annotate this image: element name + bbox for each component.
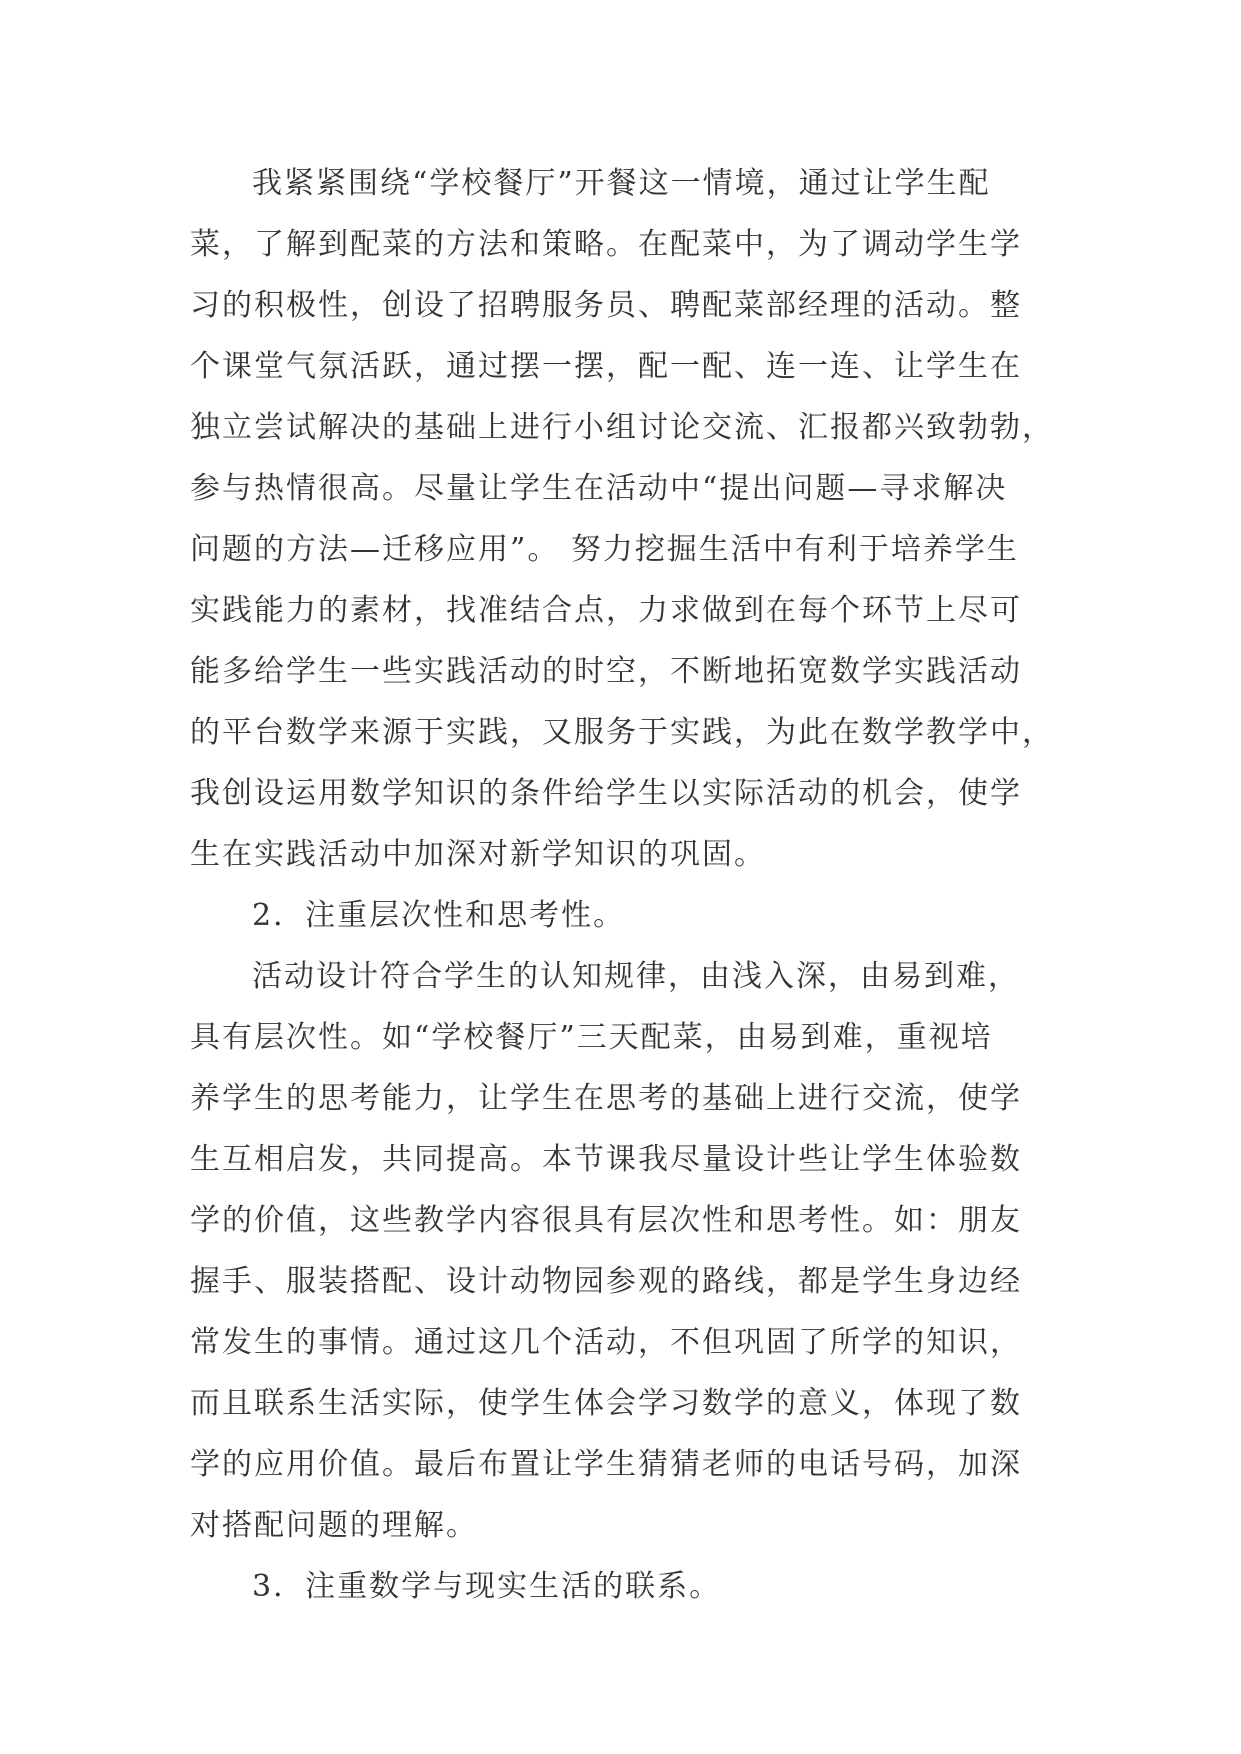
text-line: 活动设计符合学生的认知规律，由浅入深，由易到难， xyxy=(252,959,1020,994)
text-line: 实践能力的素材，找准结合点，力求做到在每个环节上尽可 xyxy=(190,593,1022,628)
text-line: 生在实践活动中加深对新学知识的巩固。 xyxy=(190,837,766,872)
text-line: 习的积极性，创设了招聘服务员、聘配菜部经理的活动。整 xyxy=(190,288,1022,323)
text-line: 菜，了解到配菜的方法和策略。在配菜中，为了调动学生学 xyxy=(190,227,1022,262)
text-line: 学的应用价值。最后布置让学生猜猜老师的电话号码，加深 xyxy=(190,1447,1022,1482)
text-line: 具有层次性。如“学校餐厅”三天配菜，由易到难，重视培 xyxy=(190,1020,993,1055)
text-line: 参与热情很高。尽量让学生在活动中“提出问题—寻求解决 xyxy=(190,471,1008,506)
text-line: 能多给学生一些实践活动的时空，不断地拓宽数学实践活动 xyxy=(190,654,1022,689)
text-line: 个课堂气氛活跃，通过摆一摆，配一配、连一连、让学生在 xyxy=(190,349,1022,384)
text-line: 而且联系生活实际，使学生体会学习数学的意义，体现了数 xyxy=(190,1386,1022,1421)
section-heading: 3．注重数学与现实生活的联系。 xyxy=(252,1569,722,1604)
section-heading: 2．注重层次性和思考性。 xyxy=(252,898,626,933)
text-line: 的平台数学来源于实践，又服务于实践，为此在数学教学中， xyxy=(190,715,1054,750)
text-line: 生互相启发，共同提高。本节课我尽量设计些让学生体验数 xyxy=(190,1142,1022,1177)
text-line: 常发生的事情。通过这几个活动，不但巩固了所学的知识， xyxy=(190,1325,1022,1360)
text-line: 养学生的思考能力，让学生在思考的基础上进行交流，使学 xyxy=(190,1081,1022,1116)
text-line: 我创设运用数学知识的条件给学生以实际活动的机会，使学 xyxy=(190,776,1022,811)
text-line: 握手、服装搭配、设计动物园参观的路线，都是学生身边经 xyxy=(190,1264,1022,1299)
text-line: 对搭配问题的理解。 xyxy=(190,1508,478,1543)
text-line: 问题的方法—迁移应用”。 努力挖掘生活中有利于培养学生 xyxy=(190,532,1019,567)
text-line: 学的价值，这些教学内容很具有层次性和思考性。如：朋友 xyxy=(190,1203,1022,1238)
text-line: 独立尝试解决的基础上进行小组讨论交流、汇报都兴致勃勃， xyxy=(190,410,1054,445)
text-line: 我紧紧围绕“学校餐厅”开餐这一情境，通过让学生配 xyxy=(252,166,991,201)
